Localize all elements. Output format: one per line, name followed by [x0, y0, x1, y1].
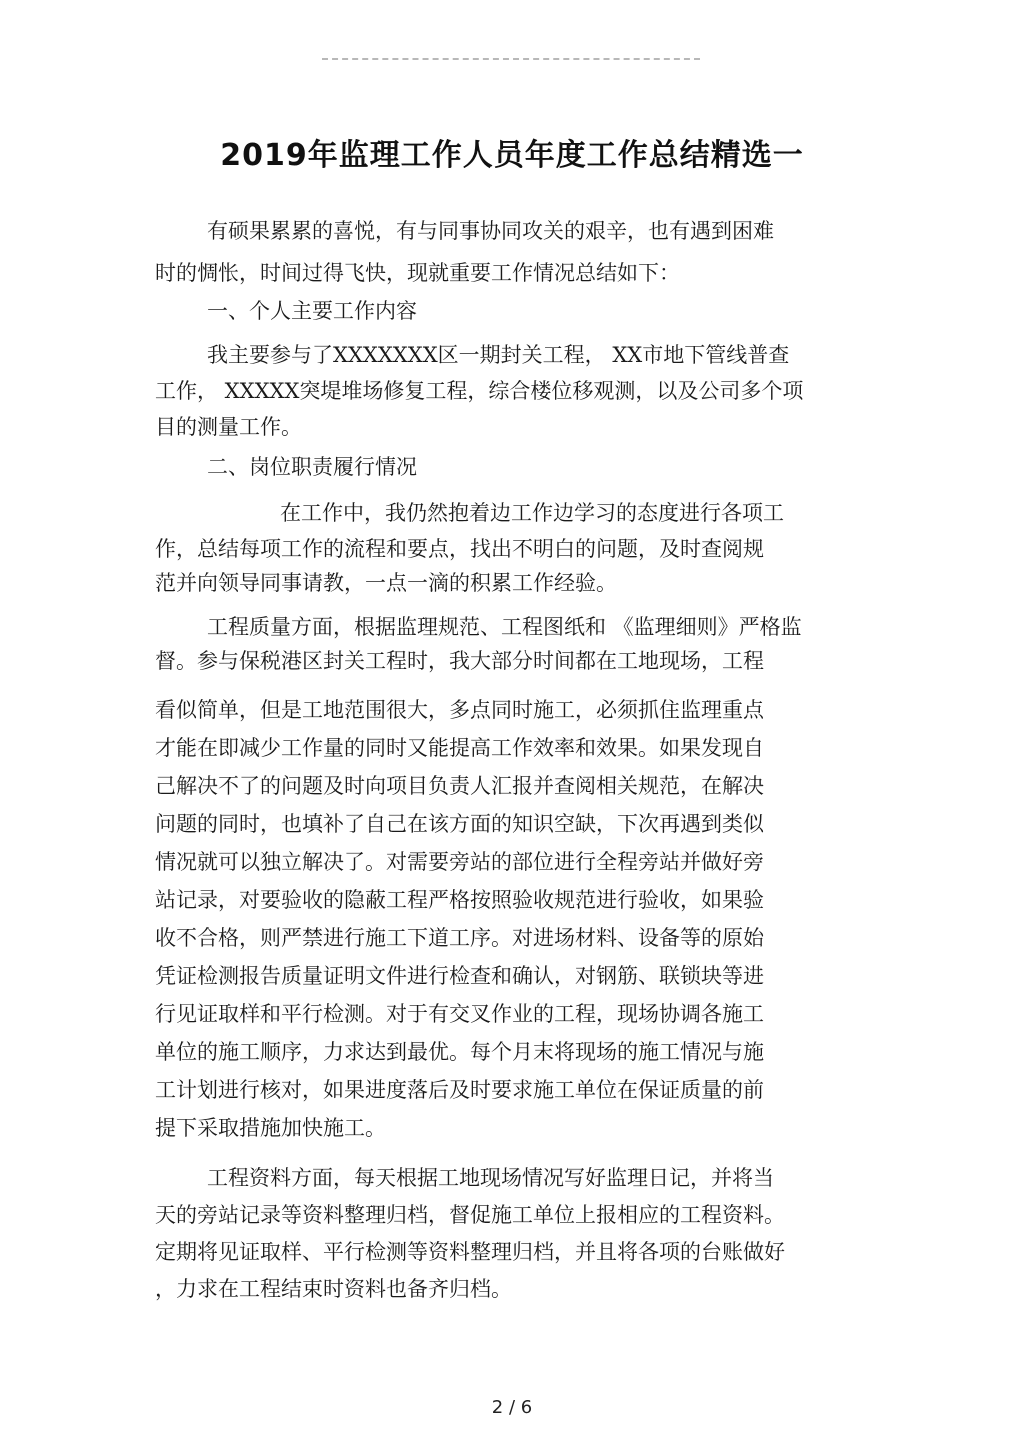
paragraph-line: 凭证检测报告质量证明文件进行检查和确认，对钢筋、联锁块等进: [155, 964, 764, 988]
paragraph-line: 工计划进行核对，如果进度落后及时要求施工单位在保证质量的前: [155, 1078, 764, 1102]
paragraph-line: 情况就可以独立解决了。对需要旁站的部位进行全程旁站并做好旁: [155, 850, 764, 874]
paragraph-line: 行见证取样和平行检测。对于有交叉作业的工程，现场协调各施工: [155, 1002, 764, 1026]
paragraph-line: 站记录，对要验收的隐蔽工程严格按照验收规范进行验收，如果验: [155, 888, 764, 912]
header-divider: [322, 58, 700, 60]
paragraph-line: 在工作中，我仍然抱着边工作边学习的态度进行各项工: [280, 501, 784, 525]
paragraph-line: 我主要参与了XXXXXXX区一期封关工程， XX市地下管线普查: [207, 343, 790, 367]
section-heading: 一、个人主要工作内容: [207, 299, 417, 323]
paragraph-line: 收不合格，则严禁进行施工下道工序。对进场材料、设备等的原始: [155, 926, 764, 950]
page-number: 2 / 6: [491, 1397, 533, 1418]
paragraph-line: ，力求在工程结束时资料也备齐归档。: [155, 1277, 512, 1301]
paragraph-line: 工程质量方面，根据监理规范、工程图纸和 《监理细则》严格监: [207, 615, 802, 639]
paragraph-line: 有硕果累累的喜悦，有与同事协同攻关的艰辛，也有遇到困难: [207, 219, 774, 243]
paragraph-line: 己解决不了的问题及时向项目负责人汇报并查阅相关规范，在解决: [155, 774, 764, 798]
paragraph-line: 目的测量工作。: [155, 415, 302, 439]
paragraph-line: 时的惆怅，时间过得飞快，现就重要工作情况总结如下：: [155, 261, 680, 285]
paragraph-line: 看似简单，但是工地范围很大，多点同时施工，必须抓住监理重点: [155, 698, 764, 722]
paragraph-line: 定期将见证取样、平行检测等资料整理归档，并且将各项的台账做好: [155, 1240, 785, 1264]
paragraph-line: 工程资料方面，每天根据工地现场情况写好监理日记，并将当: [207, 1166, 774, 1190]
paragraph-line: 范并向领导同事请教，一点一滴的积累工作经验。: [155, 571, 617, 595]
paragraph-line: 工作， XXXXX突堤堆场修复工程，综合楼位移观测，以及公司多个项: [155, 379, 804, 403]
paragraph-line: 提下采取措施加快施工。: [155, 1116, 386, 1140]
paragraph-line: 单位的施工顺序，力求达到最优。每个月末将现场的施工情况与施: [155, 1040, 764, 1064]
paragraph-line: 才能在即减少工作量的同时又能提高工作效率和效果。如果发现自: [155, 736, 764, 760]
paragraph-line: 问题的同时，也填补了自己在该方面的知识空缺，下次再遇到类似: [155, 812, 764, 836]
document-title: 2019年监理工作人员年度工作总结精选一: [220, 138, 804, 173]
paragraph-line: 天的旁站记录等资料整理归档，督促施工单位上报相应的工程资料。: [155, 1203, 785, 1227]
section-heading: 二、岗位职责履行情况: [207, 455, 417, 479]
paragraph-line: 督。参与保税港区封关工程时，我大部分时间都在工地现场，工程: [155, 649, 764, 673]
paragraph-line: 作，总结每项工作的流程和要点，找出不明白的问题，及时查阅规: [155, 537, 764, 561]
